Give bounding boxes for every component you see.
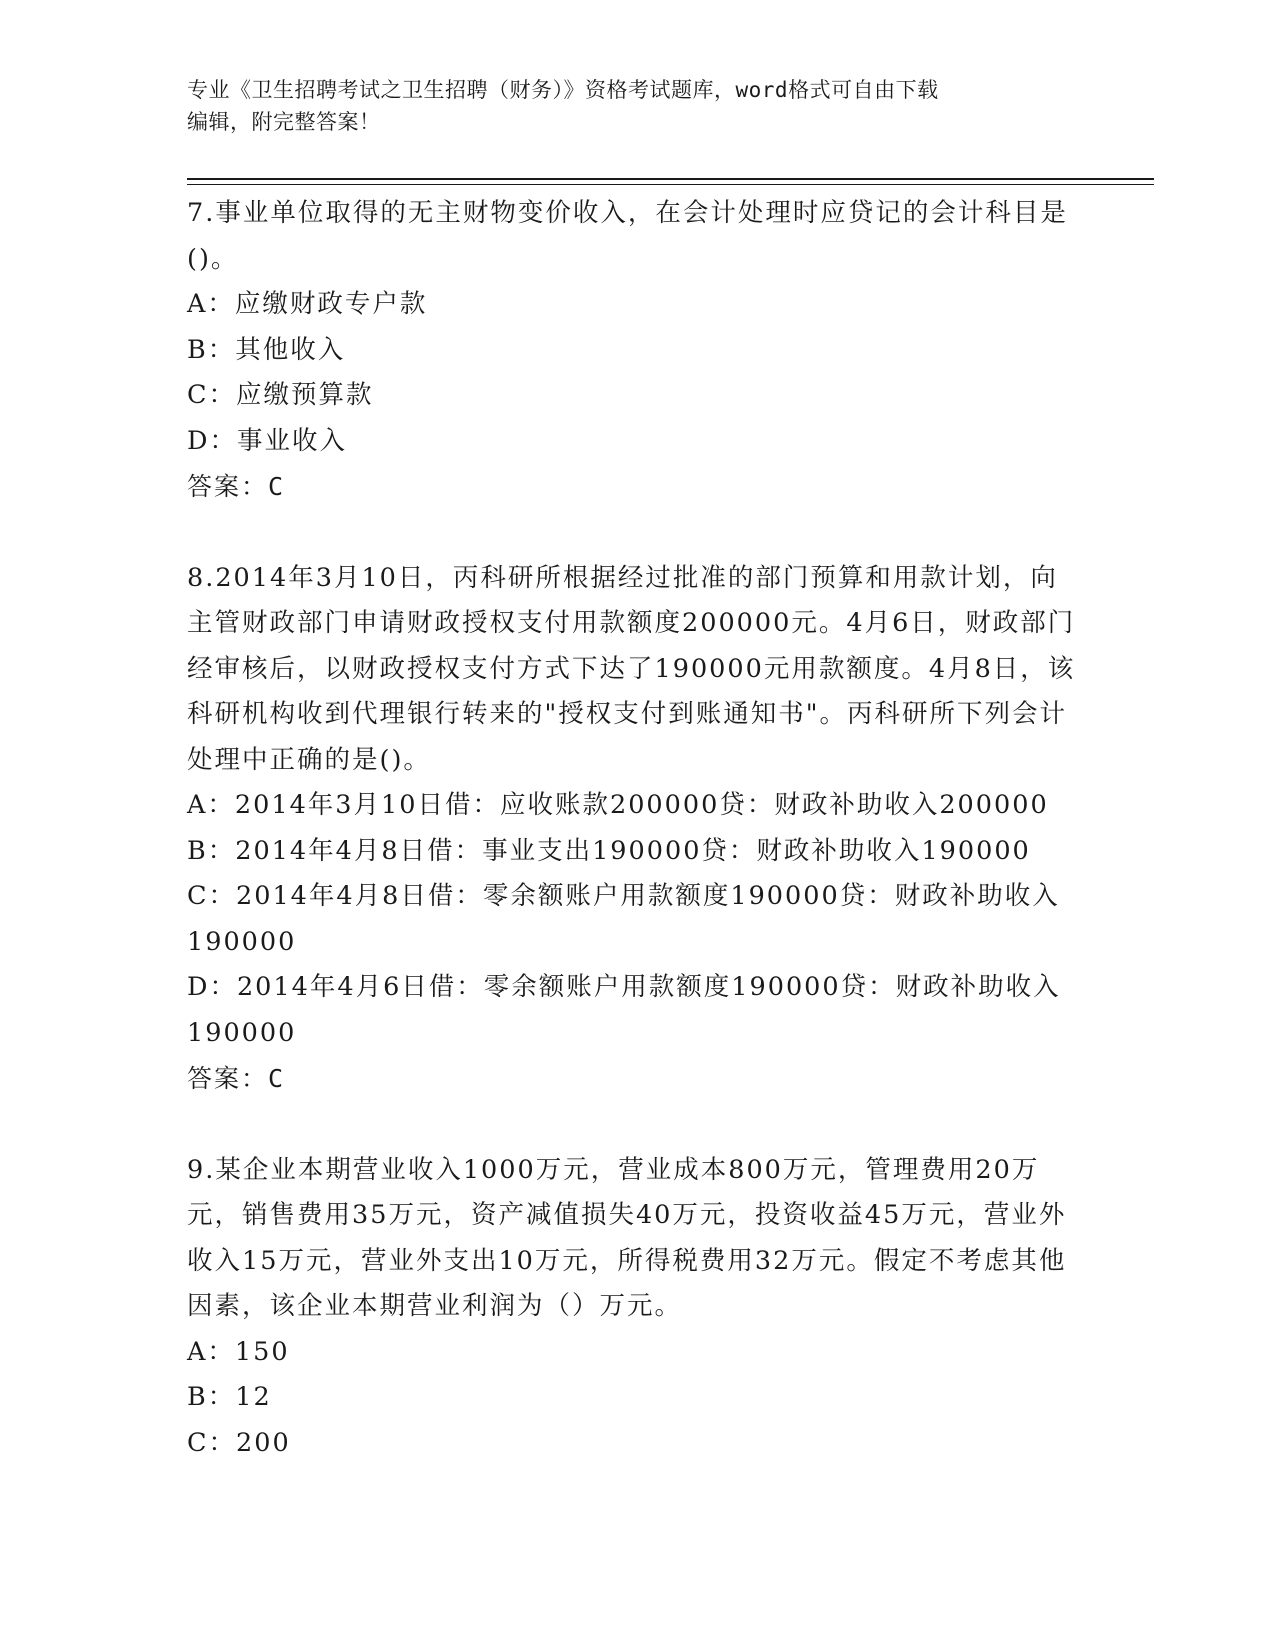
option-a: A：2014年3月10日借：应收账款200000贷：财政补助收入200000 bbox=[187, 790, 1049, 820]
question-text: 7.事业单位取得的无主财物变价收入，在会计处理时应贷记的会计科目是()。 bbox=[187, 198, 1068, 274]
option-d: D：事业收入 bbox=[187, 425, 347, 456]
question-text: 9.某企业本期营业收入1000万元，营业成本800万元，管理费用20万元，销售费用35万元，资产减值损失40万元，投资收益45万元，营业外收入15万元，营业外支出10万元，所得税费用32万元。假定不考虑其他因素，该企业本期营业利润为（）万元。 bbox=[187, 1154, 1067, 1321]
option-a: A：应缴财政专户款 bbox=[187, 289, 428, 319]
question-7 bbox=[187, 191, 1077, 510]
header-line-2: 编辑，附完整答案！ bbox=[187, 110, 381, 134]
answer-label: 答案： bbox=[187, 472, 269, 501]
option-a: A：150 bbox=[187, 1336, 290, 1367]
option-c: C：2014年4月8日借：零余额账户用款额度190000贷：财政补助收入190000 bbox=[187, 881, 1060, 957]
option-c: C：200 bbox=[187, 1427, 291, 1458]
question-9 bbox=[187, 1148, 1077, 1467]
document-header bbox=[187, 74, 1067, 138]
question-text: 8.2014年3月10日，丙科研所根据经过批准的部门预算和用款计划，向主管财政部门申请财政授权支付用款额度200000元。4月6日，财政部门经审核后，以财政授权支付方式下达了190000元用款额度。4月8日，该科研机构收到代理银行转来的"授权支付到账通知书"。丙科研所下列会计处理中正确的是()。 bbox=[187, 562, 1076, 775]
question-8 bbox=[187, 556, 1077, 1102]
option-b: B：其他收入 bbox=[187, 334, 346, 365]
option-b: B：2014年4月8日借：事业支出190000贷：财政补助收入190000 bbox=[187, 835, 1031, 866]
header-divider-thick bbox=[187, 178, 1154, 180]
header-line-1: 专业《卫生招聘考试之卫生招聘（财务）》资格考试题库，word格式可自由下载 bbox=[187, 78, 939, 102]
option-b: B：12 bbox=[187, 1382, 272, 1412]
question-list bbox=[187, 191, 1077, 1466]
answer-line bbox=[187, 1056, 1077, 1102]
option-d: D：2014年4月6日借：零余额账户用款额度190000贷：财政补助收入190000 bbox=[187, 972, 1061, 1048]
answer-value: C bbox=[268, 1064, 286, 1093]
header-divider-thin bbox=[187, 184, 1154, 185]
spacer bbox=[187, 1102, 1077, 1148]
option-c: C：应缴预算款 bbox=[187, 380, 374, 410]
answer-label: 答案： bbox=[187, 1064, 269, 1093]
answer-value: C bbox=[268, 472, 286, 501]
spacer bbox=[187, 510, 1077, 556]
answer-line bbox=[187, 464, 1077, 510]
